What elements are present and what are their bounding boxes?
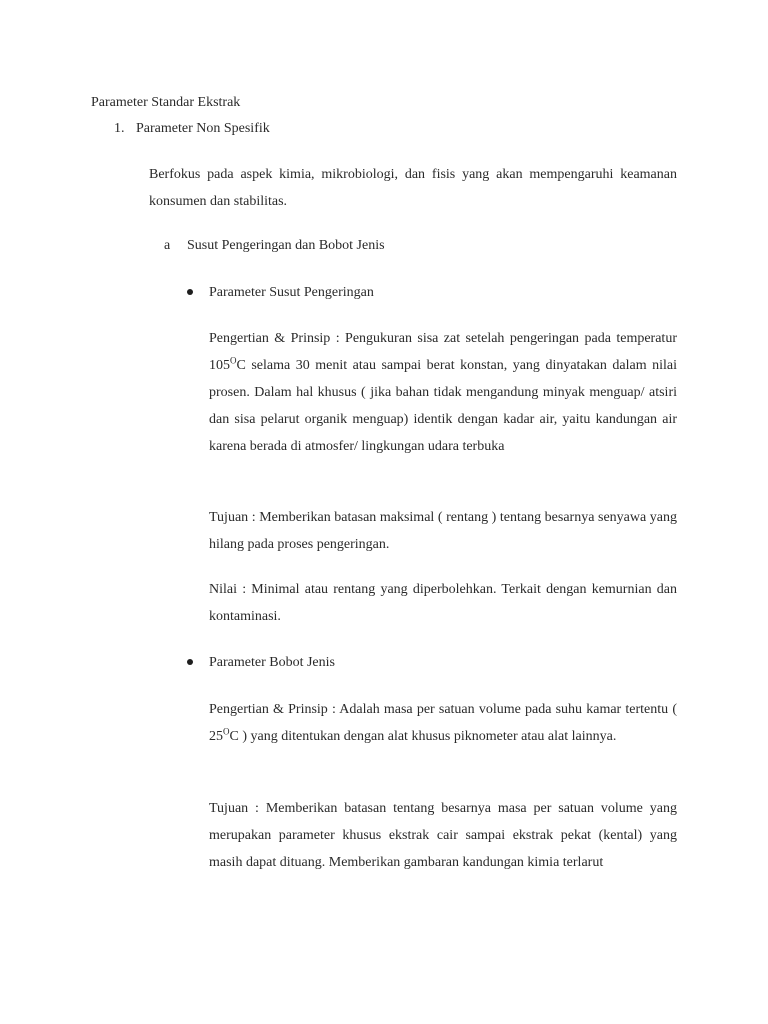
section-intro-paragraph: Berfokus pada aspek kimia, mikrobiologi, dan fisis yang akan mempengaruhi keamanan konsumen dan stabilitas. (149, 167, 677, 209)
section-heading: Parameter Non Spesifik (136, 121, 270, 136)
subsection-letter: a (164, 238, 171, 253)
pengertian-bobot-text-a: Pengertian & Prinsip : Adalah masa per satuan volume pada suhu kamar tertentu ( 25 (209, 702, 677, 744)
tujuan-susut-paragraph: Tujuan : Memberikan batasan maksimal ( rentang ) tentang besarnya senyawa yang hilang pada proses pengeringan. (209, 510, 677, 552)
pengertian-susut-text-b: C selama 30 menit atau sampai berat konstan, yang dinyatakan dalam nilai prosen. Dalam hal khusus ( jika bahan tidak mengandung minyak menguap/ atsiri dan sisa pelarut organik menguap) identik dengan kadar air, yaitu kandungan air karena berada di atmosfer/ lingkungan udara terbuka (209, 358, 677, 454)
pengertian-bobot-text-b: C ) yang ditentukan dengan alat khusus piknometer atau alat lainnya. (229, 729, 617, 744)
nilai-susut-paragraph: Nilai : Minimal atau rentang yang diperbolehkan. Terkait dengan kemurnian dan kontaminasi. (209, 582, 677, 624)
pengertian-bobot-paragraph (209, 696, 677, 750)
subsection-heading: Susut Pengeringan dan Bobot Jenis (187, 238, 385, 253)
bullet-heading-bobot: Parameter Bobot Jenis (209, 655, 335, 670)
bullet-dot-icon (187, 289, 193, 295)
pengertian-susut-paragraph (209, 325, 677, 460)
bullet-dot-icon (187, 659, 193, 665)
degree-superscript: O (223, 726, 230, 737)
bullet-heading-susut: Parameter Susut Pengeringan (209, 285, 374, 300)
document-title: Parameter Standar Ekstrak (91, 95, 241, 110)
pengertian-susut-text-a: Pengertian & Prinsip : Pengukuran sisa zat setelah pengeringan pada temperatur 105 (209, 331, 677, 373)
tujuan-bobot-paragraph: Tujuan : Memberikan batasan tentang besarnya masa per satuan volume yang merupakan parameter khusus ekstrak cair sampai ekstrak pekat (kental) yang masih dapat dituang. Memberikan gambaran kandungan kimia terlarut (209, 801, 677, 870)
degree-superscript: O (230, 355, 237, 366)
section-number: 1. (114, 121, 125, 136)
